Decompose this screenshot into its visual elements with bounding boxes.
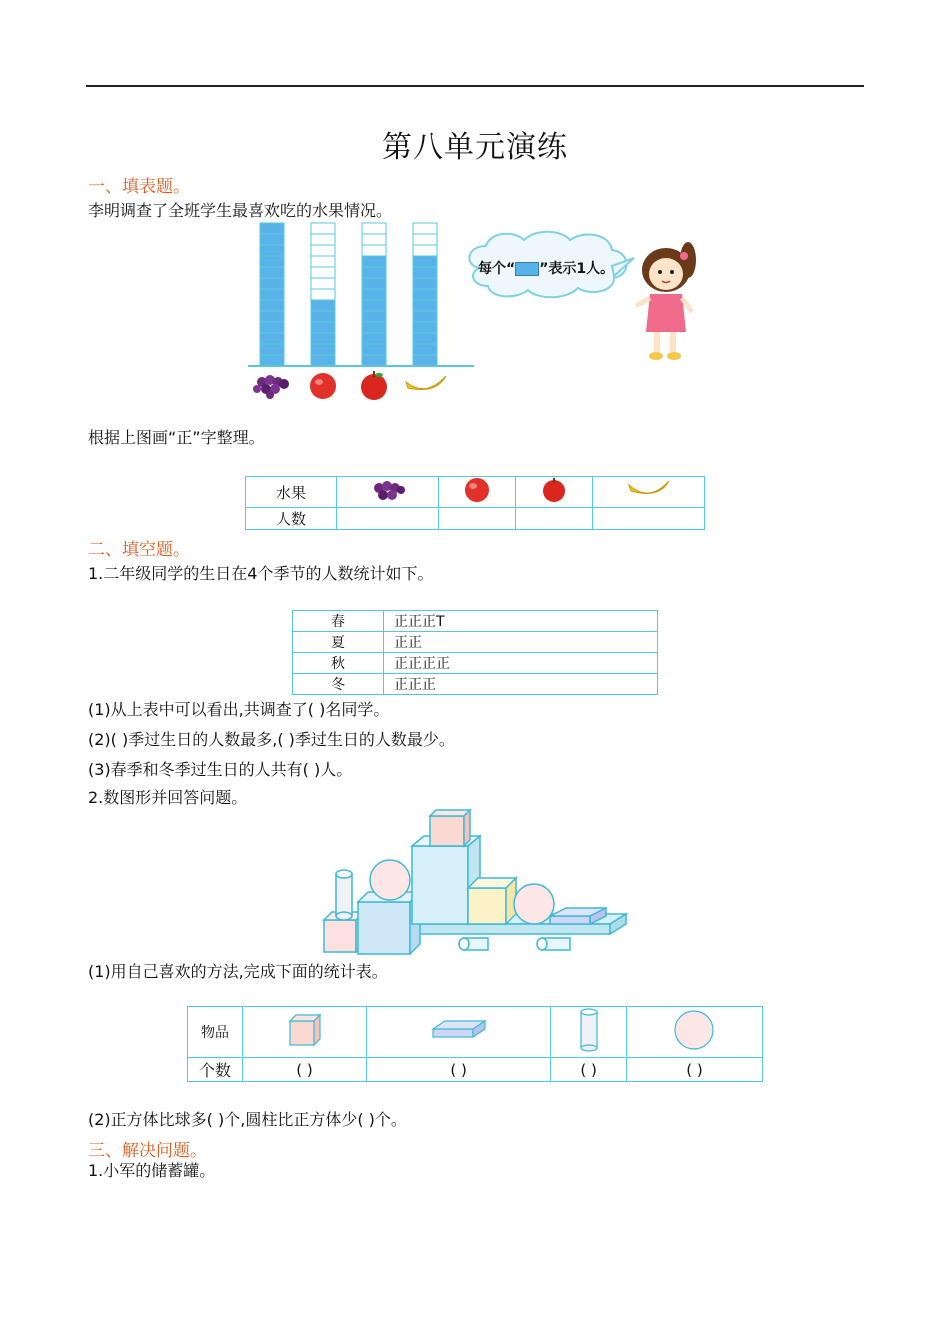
sphere-icon [626,1007,762,1058]
shape-count-table [187,1006,763,1082]
filled-unit [413,311,437,322]
filled-unit [362,344,386,355]
filled-unit [311,311,335,322]
grape-icon [253,375,289,399]
bubble-text: 每个“ ”表示1人。 [478,261,615,277]
filled-unit [260,245,284,256]
item-label: 物品 [188,1007,243,1058]
empty-unit [311,223,335,234]
question-1-part-3: (3)春季和冬季过生日的人共有( )人。 [88,760,353,779]
filled-unit [260,289,284,300]
filled-unit [260,311,284,322]
filled-unit [413,333,437,344]
section-1-intro: 李明调查了全班学生最喜欢吃的水果情况。 [88,201,393,220]
filled-unit [413,355,437,366]
shape-train-illustration [318,806,630,958]
empty-unit [413,223,437,234]
question-1-part-2: (2)( )季过生日的人数最多,( )季过生日的人数最少。 [88,730,455,749]
question-2-part-2: (2)正方体比球多( )个,圆柱比正方体少( )个。 [88,1110,407,1129]
answer-cell[interactable] [337,508,439,530]
empty-unit [413,234,437,245]
empty-unit [362,223,386,234]
page-title: 第八单元演练 [382,130,568,165]
empty-unit [362,245,386,256]
filled-unit [311,300,335,311]
peach-icon [438,477,515,508]
section-1-heading: 一、填表题。 [88,177,190,197]
answer-cell[interactable] [593,508,705,530]
filled-unit [362,311,386,322]
answer-cell[interactable]: ( ) [366,1058,550,1082]
unit-square-icon [515,262,539,276]
empty-unit [311,234,335,245]
filled-unit [362,267,386,278]
filled-unit [311,344,335,355]
filled-unit [413,322,437,333]
filled-unit [413,256,437,267]
empty-unit [413,245,437,256]
cylinder-icon [551,1007,627,1058]
filled-unit [362,322,386,333]
season-name: 夏 [293,632,384,653]
filled-unit [260,223,284,234]
answer-cell[interactable]: ( ) [243,1058,367,1082]
filled-unit [260,256,284,267]
question-1-part-1: (1)从上表中可以看出,共调查了( )名同学。 [88,700,390,719]
answer-cell[interactable]: ( ) [551,1058,627,1082]
empty-unit [311,245,335,256]
fruit-bar-chart [240,220,485,405]
section-1-instruction: 根据上图画“正”字整理。 [88,428,265,447]
empty-unit [362,234,386,245]
section-3-question-1: 1.小军的储蓄罐。 [88,1161,216,1180]
fruit-header-label: 水果 [246,477,337,508]
filled-unit [311,355,335,366]
filled-unit [362,256,386,267]
question-2: 2.数图形并回答问题。 [88,788,248,807]
grape-icon [337,477,439,508]
filled-unit [311,333,335,344]
season-tally: 正正 [384,632,658,653]
apple-icon [361,371,387,400]
season-tally-table [292,610,658,695]
filled-unit [362,300,386,311]
fruit-tally-table [245,476,705,530]
empty-unit [311,256,335,267]
count-label: 个数 [188,1058,243,1082]
filled-unit [311,322,335,333]
section-2-heading: 二、填空题。 [88,540,190,560]
filled-unit [413,278,437,289]
filled-unit [362,333,386,344]
filled-unit [260,333,284,344]
filled-unit [413,267,437,278]
filled-unit [362,278,386,289]
cube-icon [243,1007,367,1058]
filled-unit [260,344,284,355]
banana-icon [406,376,446,390]
empty-unit [311,267,335,278]
season-name: 秋 [293,653,384,674]
apple-icon [516,477,593,508]
filled-unit [260,267,284,278]
filled-unit [413,289,437,300]
question-2-part-1: (1)用自己喜欢的方法,完成下面的统计表。 [88,962,388,981]
season-tally: 正正正正 [384,653,658,674]
season-tally: 正正正T [384,611,658,632]
empty-unit [311,278,335,289]
filled-unit [413,300,437,311]
peach-icon [310,373,336,399]
filled-unit [260,278,284,289]
count-row-label: 人数 [246,508,337,530]
answer-cell[interactable]: ( ) [626,1058,762,1082]
filled-unit [362,289,386,300]
answer-cell[interactable] [438,508,515,530]
question-1: 1.二年级同学的生日在4个季节的人数统计如下。 [88,564,434,583]
filled-unit [260,322,284,333]
filled-unit [413,344,437,355]
top-rule [86,85,864,87]
answer-cell[interactable] [516,508,593,530]
banana-icon [593,477,705,508]
empty-unit [311,289,335,300]
girl-illustration [626,240,706,368]
season-name: 冬 [293,674,384,695]
filled-unit [260,300,284,311]
filled-unit [362,355,386,366]
filled-unit [260,234,284,245]
season-name: 春 [293,611,384,632]
cuboid-icon [366,1007,550,1058]
filled-unit [260,355,284,366]
section-3-heading: 三、解决问题。 [88,1141,207,1161]
season-tally: 正正正 [384,674,658,695]
